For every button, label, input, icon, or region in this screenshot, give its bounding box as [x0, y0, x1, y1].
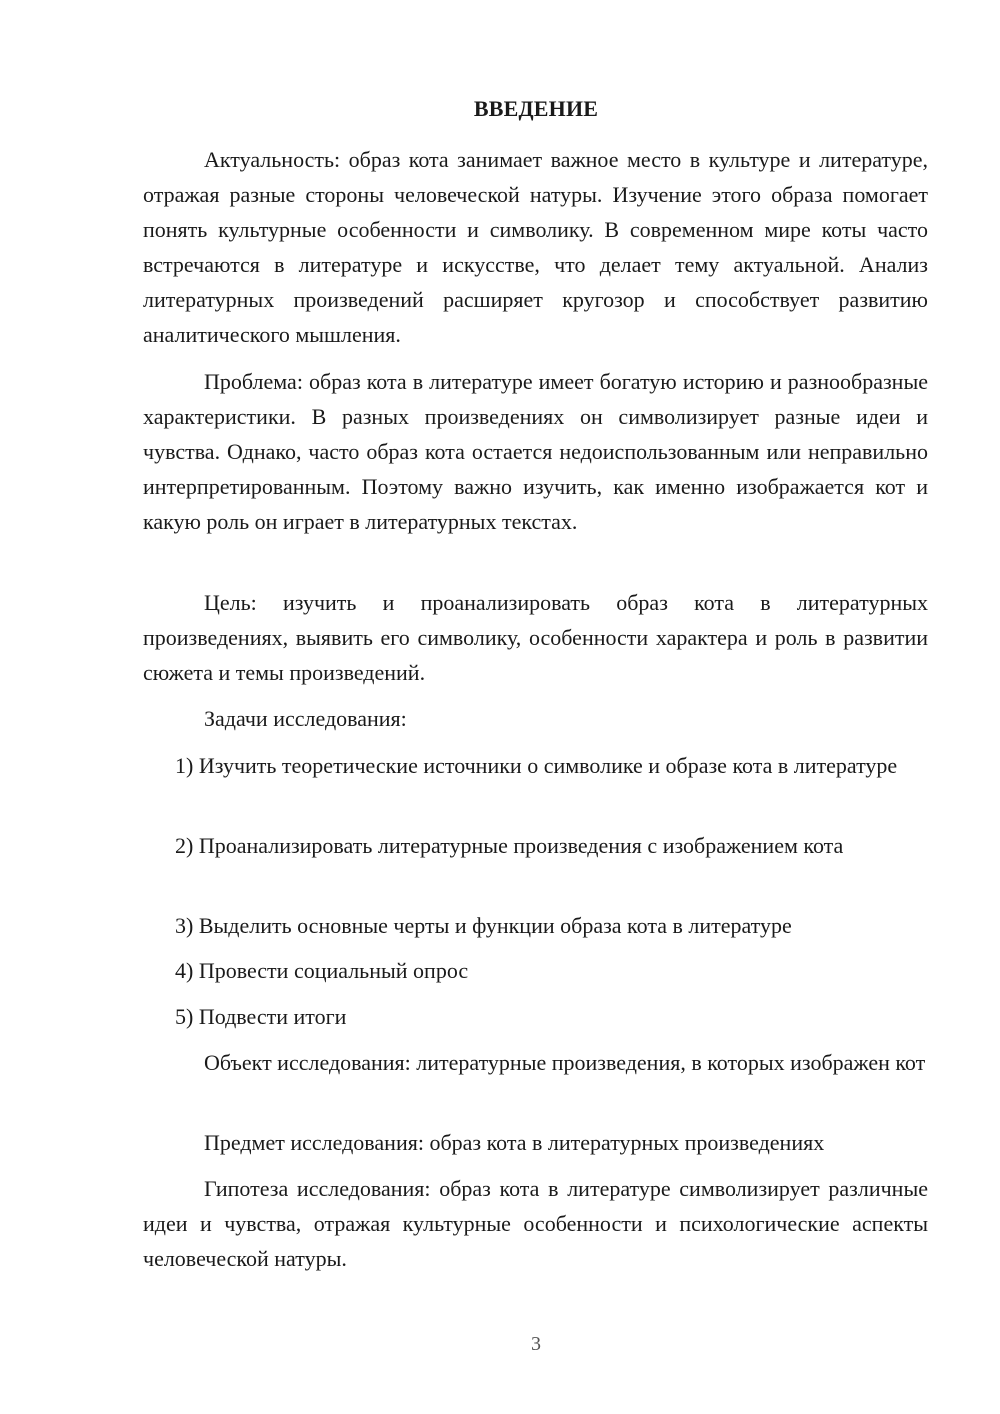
task-item-3: 3) Выделить основные черты и функции образа кота в литературе	[175, 913, 792, 938]
task-item-5: 5) Подвести итоги	[175, 1004, 347, 1029]
task-item-1: 1) Изучить теоретические источники о символике и образе кота в литературе	[175, 753, 898, 778]
task-item-2: 2) Проанализировать литературные произведения с изображением кота	[175, 833, 844, 858]
paragraph-problem: Проблема: образ кота в литературе имеет богатую историю и разнообразные характеристики. В разных произведениях он символизирует разные идеи и чувства. Однако, часто образ кота остается недоиспользованным или неправильно интерпретированным. Поэтому важно изучить, как именно изображается кот и какую роль он играет в литературных текстах.	[143, 369, 928, 534]
paragraph-relevance: Актуальность: образ кота занимает важное место в культуре и литературе, отражая разные стороны человеческой натуры. Изучение этого образа помогает понять культурные особенности и символику. В современном мире коты часто встречаются в литературе и искусстве, что делает тему актуальной. Анализ литературных произведений расширяет кругозор и способствует развитию аналитического мышления.	[143, 147, 928, 347]
paragraph-hypothesis: Гипотеза исследования: образ кота в литературе символизирует различные идеи и чувства, отражая культурные особенности и психологические аспекты человеческой натуры.	[143, 1176, 928, 1271]
paragraph-goal: Цель: изучить и проанализировать образ кота в литературных произведениях, выявить его символику, особенности характера и роль в развитии сюжета и темы произведений.	[143, 590, 928, 685]
page-number: 3	[531, 1333, 541, 1355]
page-heading: ВВЕДЕНИЕ	[473, 96, 599, 121]
paragraph-subject: Предмет исследования: образ кота в литературных произведениях	[204, 1130, 825, 1155]
tasks-title: Задачи исследования:	[204, 706, 407, 731]
paragraph-object: Объект исследования: литературные произведения, в которых изображен кот	[204, 1050, 926, 1075]
task-item-4: 4) Провести социальный опрос	[175, 958, 469, 983]
